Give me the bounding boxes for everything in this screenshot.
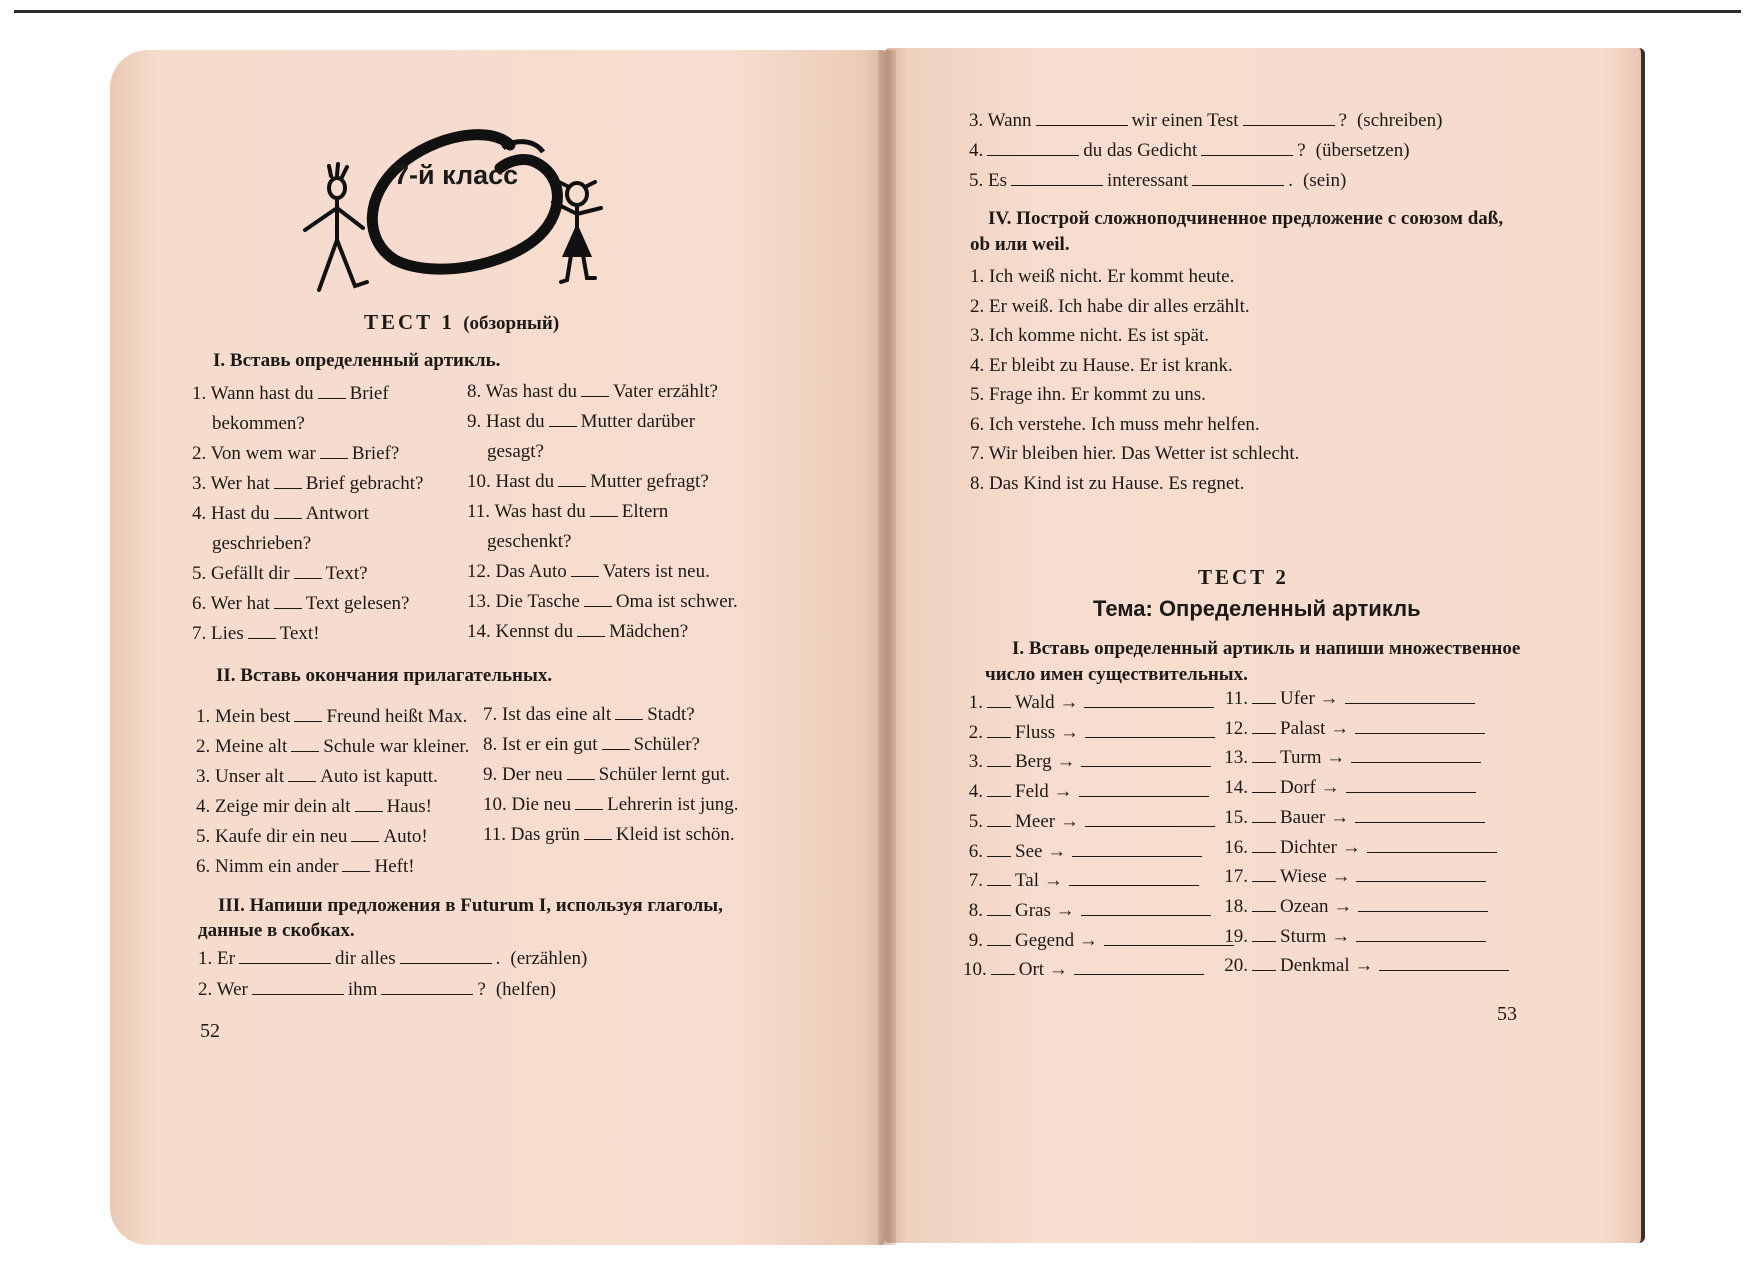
item-number: 5. <box>968 810 983 832</box>
sentence-item: 5. Frage ihn. Er kommt zu uns. <box>970 384 1206 405</box>
noun-plural-item <box>963 870 1199 892</box>
test1-title <box>364 310 559 335</box>
sentence-item: 1. Ich weiß nicht. Er kommt heute. <box>970 266 1235 287</box>
noun-text: Ozean → <box>1280 895 1353 917</box>
noun-plural-item <box>1218 777 1476 799</box>
exercise-text: 10. Die neu <box>483 794 572 815</box>
exercise-text: 7. Lies <box>192 623 244 644</box>
article-blank[interactable] <box>342 870 370 872</box>
verb-blank[interactable] <box>252 993 344 995</box>
article-blank[interactable] <box>602 748 630 750</box>
article-blank[interactable] <box>1252 969 1276 971</box>
item-number: 3. <box>968 751 983 773</box>
item-number: 7. <box>968 870 983 892</box>
plural-answer-blank[interactable] <box>1358 910 1488 912</box>
article-blank[interactable] <box>567 778 595 780</box>
noun-plural-item <box>1218 955 1509 977</box>
exercise-line <box>467 501 668 523</box>
noun-text: Meer → <box>1015 810 1079 832</box>
article-blank[interactable] <box>1252 910 1276 912</box>
article-blank[interactable] <box>571 575 599 577</box>
exercise-line <box>192 623 320 645</box>
verb-blank[interactable] <box>400 962 492 964</box>
article-blank[interactable] <box>584 838 612 840</box>
verb-hint: (übersetzen) <box>1315 140 1410 161</box>
article-blank[interactable] <box>294 720 322 722</box>
article-blank[interactable] <box>987 944 1011 946</box>
exercise-punct: . <box>1288 170 1294 191</box>
noun-plural-item <box>1218 718 1485 740</box>
article-blank[interactable] <box>987 795 1011 797</box>
exercise-text: gesagt? <box>487 441 544 462</box>
plural-answer-blank[interactable] <box>1072 855 1202 857</box>
exercise-text: 5. Es <box>969 170 1007 191</box>
section4-heading-line1: IV. Построй сложноподчиненное предложение с союзом daß, <box>988 208 1504 229</box>
plural-answer-blank[interactable] <box>1084 706 1214 708</box>
exercise-text: Brief <box>349 383 389 404</box>
future-exercise-line <box>198 979 556 1001</box>
section3-heading-line2: данные в скобках. <box>198 920 355 941</box>
future-exercise-line <box>969 110 1442 132</box>
article-blank[interactable] <box>355 810 383 812</box>
exercise-text: Stadt? <box>647 704 695 725</box>
exercise-line <box>192 473 423 495</box>
exercise-line <box>192 593 409 615</box>
exercise-text: geschrieben? <box>212 533 312 554</box>
future-exercise-line <box>969 170 1346 192</box>
test2-heading-line2: число имен существительных. <box>985 664 1248 685</box>
article-blank[interactable] <box>1252 732 1276 734</box>
exercise-text: 2. Wer <box>198 979 248 1000</box>
exercise-text: bekommen? <box>212 413 305 434</box>
exercise-line <box>467 561 710 583</box>
exercise-punct: . <box>495 948 501 969</box>
exercise-line <box>192 383 389 405</box>
exercise-line <box>467 591 738 613</box>
noun-text: Feld → <box>1015 781 1073 803</box>
chapter-emblem-illustration <box>285 90 625 310</box>
verb-blank[interactable] <box>1011 184 1103 186</box>
noun-text: Dichter → <box>1280 836 1361 858</box>
noun-text: Berg → <box>1015 751 1076 773</box>
exercise-text: 6. Wer hat <box>192 593 270 614</box>
noun-text: Tal → <box>1015 870 1063 892</box>
exercise-punct: ? <box>1338 110 1347 131</box>
noun-text: Dorf → <box>1280 777 1340 799</box>
verb-blank[interactable] <box>1036 124 1128 126</box>
article-blank[interactable] <box>987 855 1011 857</box>
item-number: 12. <box>1224 717 1248 739</box>
exercise-text: Lehrerin ist jung. <box>607 794 739 815</box>
item-number: 11. <box>1224 688 1248 709</box>
exercise-text: Vaters ist neu. <box>602 561 710 582</box>
plural-answer-blank[interactable] <box>1079 795 1209 797</box>
article-blank[interactable] <box>288 780 316 782</box>
article-blank[interactable] <box>615 718 643 720</box>
page-number-left: 52 <box>200 1020 220 1042</box>
item-number: 16. <box>1224 836 1248 858</box>
exercise-punct: ? <box>477 979 486 1000</box>
plural-answer-blank[interactable] <box>1081 914 1211 916</box>
exercise-text: Vater erzählt? <box>613 381 718 402</box>
article-blank[interactable] <box>987 884 1011 886</box>
noun-plural-item <box>963 722 1215 744</box>
exercise-line <box>483 704 695 726</box>
exercise-text: 3. Wer hat <box>192 473 270 494</box>
item-number: 13. <box>1224 747 1248 769</box>
noun-plural-item <box>963 959 1204 981</box>
article-blank[interactable] <box>1252 880 1276 882</box>
exercise-text: 10. Hast du <box>467 471 555 492</box>
noun-plural-item <box>963 781 1209 803</box>
item-number: 8. <box>968 899 983 921</box>
exercise-text: 5. Kaufe dir ein neu <box>196 826 348 847</box>
item-number: 14. <box>1224 777 1248 799</box>
exercise-text: Text! <box>279 623 320 644</box>
exercise-text: 6. Nimm ein ander <box>196 856 339 877</box>
noun-text: Ort → <box>1018 959 1068 981</box>
article-blank[interactable] <box>274 607 302 609</box>
exercise-line <box>192 503 369 525</box>
exercise-line <box>483 764 730 786</box>
exercise-line <box>192 443 399 465</box>
exercise-line <box>196 826 428 848</box>
item-number: 4. <box>968 781 983 803</box>
section1-heading: I. Вставь определенный артикль. <box>213 350 501 371</box>
future-exercise-line <box>969 140 1410 162</box>
exercise-line <box>196 796 432 818</box>
exercise-text: geschenkt? <box>487 531 572 552</box>
exercise-punct: ? <box>1297 140 1306 161</box>
test2-theme: Тема: Определенный артикль <box>1093 596 1421 621</box>
grade-title: 7-й класс <box>394 160 519 190</box>
exercise-line <box>483 734 700 756</box>
article-blank[interactable] <box>581 395 609 397</box>
item-number: 9. <box>968 929 983 951</box>
exercise-text: 9. Der neu <box>483 764 563 785</box>
article-blank[interactable] <box>291 750 319 752</box>
exercise-text: 13. Die Tasche <box>467 591 580 612</box>
exercise-text: Auto! <box>383 826 428 847</box>
test1-subtitle: (обзорный) <box>463 313 560 334</box>
exercise-line <box>467 381 718 403</box>
exercise-text: dir alles <box>334 948 396 969</box>
exercise-text: 1. Er <box>198 948 235 969</box>
sentence-item: 4. Er bleibt zu Hause. Er ist krank. <box>970 354 1233 376</box>
article-blank[interactable] <box>1252 791 1276 793</box>
noun-plural-item <box>963 930 1234 952</box>
exercise-text: Mädchen? <box>609 621 689 642</box>
verb-hint: (helfen) <box>495 979 556 1000</box>
article-blank[interactable] <box>987 914 1011 916</box>
noun-plural-item <box>963 692 1214 714</box>
article-blank[interactable] <box>558 485 586 487</box>
test2-title: ТЕСТ 2 <box>1198 565 1289 589</box>
plural-answer-blank[interactable] <box>1081 765 1211 767</box>
exercise-text: Schüler? <box>633 734 700 755</box>
noun-plural-item <box>1218 866 1486 888</box>
article-blank[interactable] <box>351 840 379 842</box>
exercise-text: Antwort <box>305 503 369 524</box>
exercise-text: 5. Gefällt dir <box>192 563 290 584</box>
item-number: 18. <box>1224 895 1248 917</box>
exercise-text: 14. Kennst du <box>467 621 574 642</box>
stick-figure-boy-icon <box>305 164 367 290</box>
article-blank[interactable] <box>248 637 276 639</box>
plural-answer-blank[interactable] <box>1104 944 1234 946</box>
item-number: 6. <box>968 840 983 862</box>
article-blank[interactable] <box>575 808 603 810</box>
section2-heading: II. Вставь окончания прилагательных. <box>216 665 553 686</box>
article-blank[interactable] <box>577 635 605 637</box>
exercise-text: Schule war kleiner. <box>323 736 470 757</box>
exercise-text: Kleid ist schön. <box>615 824 735 845</box>
verb-hint: (sein) <box>1303 170 1347 191</box>
sentence-item: 6. Ich verstehe. Ich muss mehr helfen. <box>970 413 1260 435</box>
plural-answer-blank[interactable] <box>1074 973 1204 975</box>
article-blank[interactable] <box>1252 702 1276 704</box>
noun-plural-item <box>963 900 1211 922</box>
future-exercise-line <box>198 948 587 970</box>
plural-answer-blank[interactable] <box>1356 880 1486 882</box>
exercise-text: Heft! <box>374 856 415 877</box>
plural-answer-blank[interactable] <box>1379 969 1509 971</box>
plural-answer-blank[interactable] <box>1085 825 1215 827</box>
exercise-text: ihm <box>347 979 378 1000</box>
exercise-line <box>467 621 688 643</box>
item-number: 19. <box>1224 925 1248 947</box>
exercise-text: 9. Hast du <box>467 411 545 432</box>
right-page <box>885 48 1645 1243</box>
sentence-item: 7. Wir bleiben hier. Das Wetter ist schlecht. <box>970 443 1300 464</box>
section3-heading-line1: III. Напиши предложения в Futurum I, используя глаголы, <box>218 895 723 916</box>
plural-answer-blank[interactable] <box>1355 732 1485 734</box>
verb-blank[interactable] <box>239 962 331 964</box>
noun-plural-item <box>1218 837 1497 859</box>
left-page <box>110 50 885 1245</box>
exercise-text: Mutter gefragt? <box>590 471 709 492</box>
exercise-text: Mutter darüber <box>580 411 696 432</box>
exercise-text: Brief? <box>351 443 400 464</box>
exercise-line <box>196 856 415 878</box>
article-blank[interactable] <box>987 765 1011 767</box>
plural-answer-blank[interactable] <box>1345 702 1475 704</box>
exercise-line <box>467 411 695 433</box>
noun-text: Bauer → <box>1280 806 1350 828</box>
plural-answer-blank[interactable] <box>1367 851 1497 853</box>
noun-plural-item <box>963 811 1215 833</box>
noun-text: Wiese → <box>1280 866 1351 888</box>
exercise-text: 12. Das Auto <box>467 561 567 582</box>
noun-plural-item <box>963 841 1202 863</box>
book-spine-shadow <box>878 50 896 1245</box>
exercise-line <box>212 413 305 435</box>
item-number: 15. <box>1224 806 1248 828</box>
exercise-line <box>196 706 467 728</box>
verb-blank[interactable] <box>1201 154 1293 156</box>
plural-answer-blank[interactable] <box>1356 940 1486 942</box>
exercise-line <box>483 794 739 816</box>
article-blank[interactable] <box>549 425 577 427</box>
item-number: 2. <box>968 721 983 743</box>
exercise-text: wir einen Test <box>1131 110 1239 131</box>
exercise-line <box>487 531 571 553</box>
exercise-text: 2. Von wem war <box>192 443 316 464</box>
page-number-right: 53 <box>1497 1003 1517 1025</box>
exercise-text: Freund heißt Max. <box>326 706 468 727</box>
plural-answer-blank[interactable] <box>1351 761 1481 763</box>
noun-text: Denkmal → <box>1280 955 1374 977</box>
item-number: 20. <box>1224 955 1248 977</box>
test1-title-text: ТЕСТ 1 <box>364 310 455 334</box>
verb-blank[interactable] <box>1243 124 1335 126</box>
article-blank[interactable] <box>987 825 1011 827</box>
article-blank[interactable] <box>1252 851 1276 853</box>
noun-text: Gras → <box>1015 899 1075 921</box>
noun-text: Turm → <box>1280 747 1346 769</box>
exercise-text: 1. Mein best <box>196 706 291 727</box>
verb-blank[interactable] <box>1192 184 1284 186</box>
plural-answer-blank[interactable] <box>1085 736 1215 738</box>
exercise-text: 4. Hast du <box>192 503 270 524</box>
article-blank[interactable] <box>987 736 1011 738</box>
noun-plural-item <box>1218 807 1485 829</box>
article-blank[interactable] <box>584 605 612 607</box>
sentence-item: 3. Ich komme nicht. Es ist spät. <box>970 325 1210 346</box>
exercise-text: 11. Das grün <box>483 824 580 845</box>
exercise-text: Text gelesen? <box>305 593 410 614</box>
exercise-text: Eltern <box>621 501 669 522</box>
exercise-text: 1. Wann hast du <box>192 383 314 404</box>
noun-text: Palast → <box>1280 717 1350 739</box>
noun-plural-item <box>1218 926 1486 948</box>
exercise-text: 8. Was hast du <box>467 381 578 402</box>
item-number: 1. <box>968 692 983 713</box>
noun-plural-item <box>1218 747 1481 769</box>
section4-heading-line2: ob или weil. <box>970 234 1070 255</box>
exercise-text: du das Gedicht <box>1083 140 1198 161</box>
noun-text: Ufer → <box>1280 688 1339 709</box>
plural-answer-blank[interactable] <box>1346 791 1476 793</box>
verb-blank[interactable] <box>987 154 1079 156</box>
noun-text: See → <box>1015 840 1067 862</box>
exercise-text: interessant <box>1107 170 1189 191</box>
noun-text: Gegend → <box>1015 929 1098 951</box>
plural-answer-blank[interactable] <box>1355 821 1485 823</box>
exercise-text: 3. Unser alt <box>196 766 285 787</box>
verb-hint: (schreiben) <box>1356 110 1443 131</box>
exercise-line <box>483 824 735 846</box>
noun-text: Wald → <box>1015 692 1079 713</box>
exercise-text: 4. <box>969 140 984 161</box>
exercise-text: 11. Was hast du <box>467 501 586 522</box>
exercise-line <box>196 736 469 758</box>
article-blank[interactable] <box>1252 940 1276 942</box>
exercise-text: Auto ist kaputt. <box>320 766 438 787</box>
sentence-item: 8. Das Kind ist zu Hause. Es regnet. <box>970 472 1245 494</box>
test2-heading-line1: I. Вставь определенный артикль и напиши множественное <box>1012 638 1521 659</box>
exercise-text: 4. Zeige mir dein alt <box>196 796 351 817</box>
noun-plural-item <box>1218 688 1475 710</box>
exercise-line <box>212 533 311 555</box>
verb-blank[interactable] <box>381 993 473 995</box>
noun-plural-item <box>1218 896 1488 918</box>
exercise-text: Text? <box>325 563 368 584</box>
open-book <box>110 50 1645 1245</box>
exercise-text: Brief gebracht? <box>305 473 424 494</box>
article-blank[interactable] <box>318 397 346 399</box>
article-blank[interactable] <box>274 517 302 519</box>
noun-text: Fluss → <box>1015 721 1079 743</box>
exercise-text: 8. Ist er ein gut <box>483 734 598 755</box>
article-blank[interactable] <box>320 457 348 459</box>
article-blank[interactable] <box>1252 761 1276 763</box>
exercise-text: 2. Meine alt <box>196 736 288 757</box>
exercise-line <box>192 563 368 585</box>
exercise-line <box>196 766 438 788</box>
item-number: 17. <box>1224 866 1248 888</box>
sentence-item: 2. Er weiß. Ich habe dir alles erzählt. <box>970 295 1250 317</box>
exercise-text: 7. Ist das eine alt <box>483 704 612 725</box>
noun-text: Sturm → <box>1280 925 1351 947</box>
article-blank[interactable] <box>294 577 322 579</box>
noun-plural-item <box>963 751 1211 773</box>
article-blank[interactable] <box>1252 821 1276 823</box>
article-blank[interactable] <box>991 973 1015 975</box>
exercise-line <box>467 471 709 493</box>
article-blank[interactable] <box>274 487 302 489</box>
exercise-text: Oma ist schwer. <box>615 591 738 612</box>
exercise-text: Haus! <box>386 796 432 817</box>
exercise-text: 3. Wann <box>969 110 1032 131</box>
exercise-text: Schüler lernt gut. <box>598 764 731 785</box>
exercise-line <box>487 441 544 463</box>
plural-answer-blank[interactable] <box>1069 884 1199 886</box>
article-blank[interactable] <box>590 515 618 517</box>
article-blank[interactable] <box>987 706 1011 708</box>
item-number: 10. <box>963 959 987 981</box>
verb-hint: (erzählen) <box>510 948 588 969</box>
